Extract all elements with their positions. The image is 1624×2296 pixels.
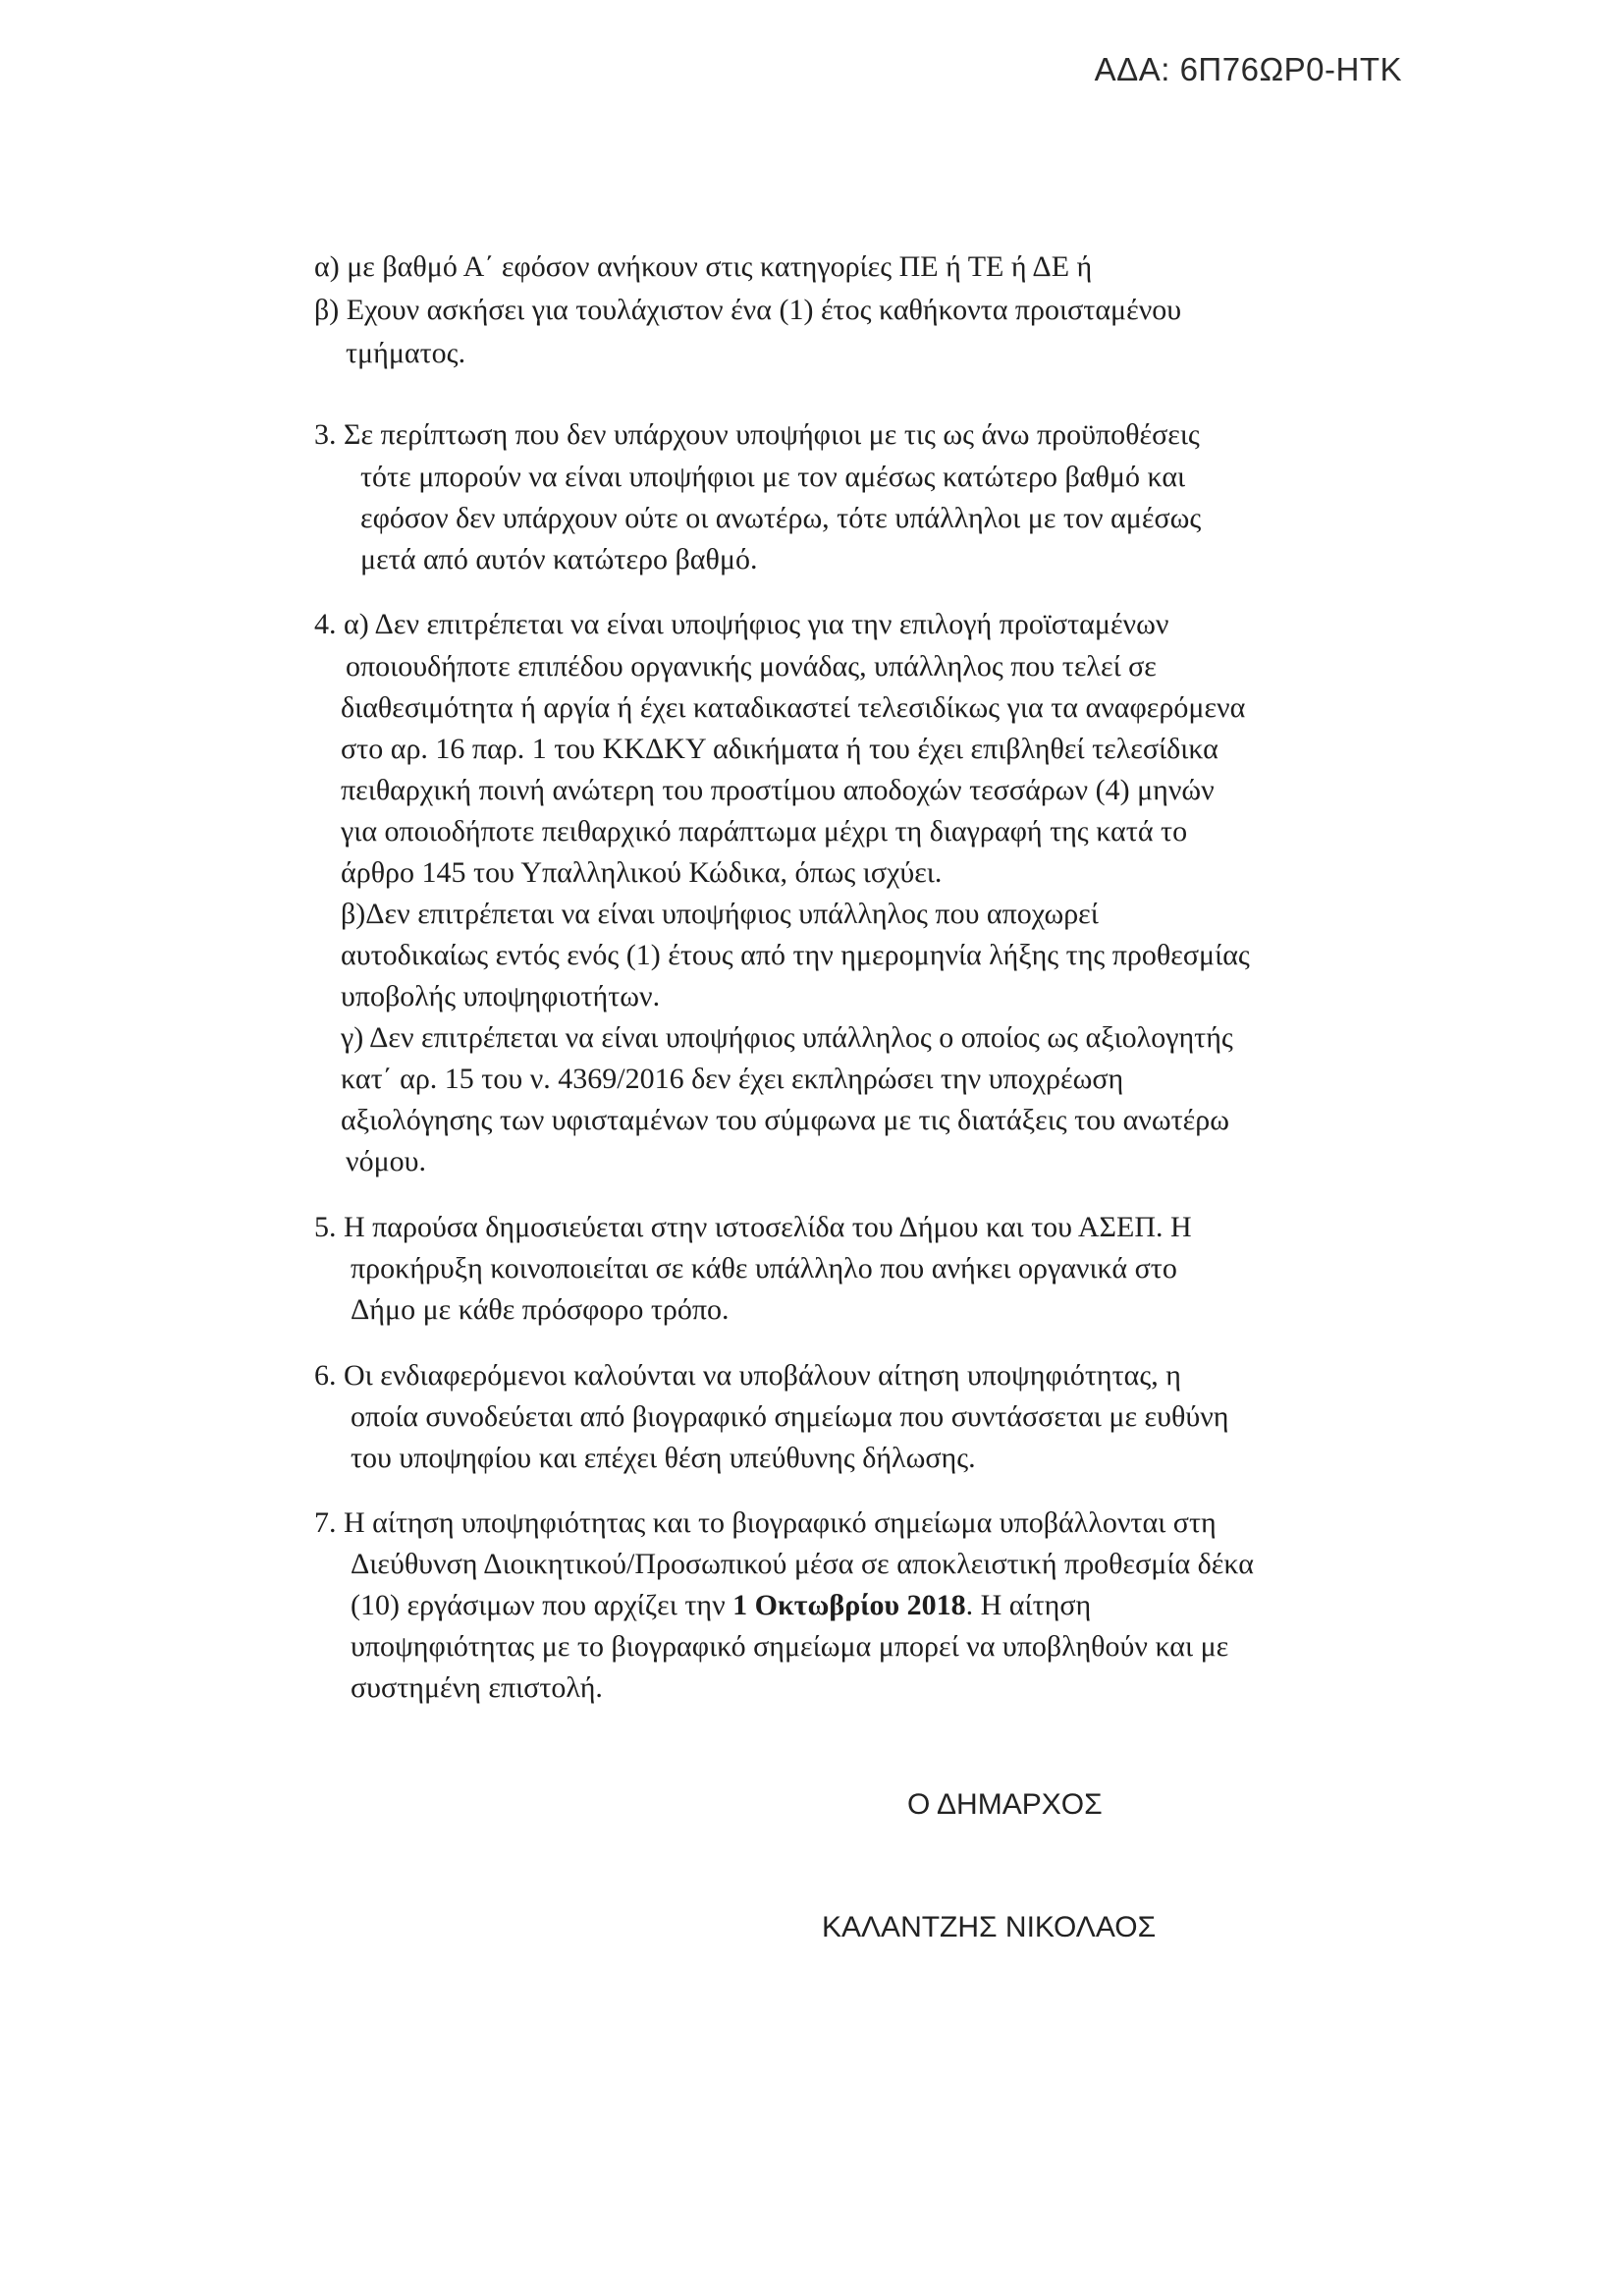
item3-line: εφόσον δεν υπάρχουν ούτε οι ανωτέρω, τότε υπάλληλοι με τον αμέσως (360, 502, 1202, 534)
item3-line: τότε μπορούν να είναι υποψήφιοι με τον αμέσως κατώτερο βαθμό και (360, 461, 1186, 493)
item4-line: υποβολής υποψηφιοτήτων. (341, 980, 661, 1012)
item4-line: αξιολόγησης των υφισταμένων του σύμφωνα με τις διατάξεις του ανωτέρω (341, 1104, 1229, 1136)
item7-line: υποψηφιότητας με το βιογραφικό σημείωμα μπορεί να υποβληθούν και με (351, 1630, 1229, 1663)
item3-line: μετά από αυτόν κατώτερο βαθμό. (360, 543, 758, 575)
item2-a: α) με βαθμό Α΄ εφόσον ανήκουν στις κατηγορίες ΠΕ ή ΤΕ ή ΔΕ ή (314, 250, 1093, 283)
item7-line: συστημένη επιστολή. (351, 1671, 603, 1704)
item7-deadline-post: . Η αίτηση (965, 1589, 1092, 1621)
item6-line: 6. Οι ενδιαφερόμενοι καλούνται να υποβάλουν αίτηση υποψηφιότητας, η (314, 1359, 1181, 1392)
item4-line: οποιουδήποτε επιπέδου οργανικής μονάδας, υπάλληλος που τελεί σε (346, 650, 1157, 683)
ada-number: ΑΔΑ: 6Π76ΩΡ0-ΗΤΚ (1094, 51, 1402, 87)
item4-line: πειθαρχική ποινή ανώτερη του προστίμου αποδοχών τεσσάρων (4) μηνών (341, 774, 1215, 806)
item5-line: 5. Η παρούσα δημοσιεύεται στην ιστοσελίδα του Δήμου και του ΑΣΕΠ. Η (314, 1211, 1192, 1243)
item7-deadline-pre: (10) εργάσιμων που αρχίζει την (351, 1589, 733, 1621)
item7-deadline-date: 1 Οκτωβρίου 2018 (732, 1589, 966, 1621)
item7-line: Διεύθυνση Διοικητικού/Προσωπικού μέσα σε αποκλειστική προθεσμία δέκα (351, 1548, 1254, 1580)
item4-line: γ) Δεν επιτρέπεται να είναι υποψήφιος υπάλληλος ο οποίος ως αξιολογητής (341, 1021, 1233, 1054)
item7-line: 7. Η αίτηση υποψηφιότητας και το βιογραφικό σημείωμα υποβάλλονται στη (314, 1506, 1217, 1539)
item6-line: οποία συνοδεύεται από βιογραφικό σημείωμα που συντάσσεται με ευθύνη (351, 1400, 1229, 1433)
signature-title: Ο ΔΗΜΑΡΧΟΣ (907, 1788, 1103, 1821)
item4-line: άρθρο 145 του Υπαλληλικού Κώδικα, όπως ισχύει. (341, 856, 943, 889)
item5-line: προκήρυξη κοινοποιείται σε κάθε υπάλληλο που ανήκει οργανικά στο (351, 1252, 1177, 1285)
item4-line: νόμου. (346, 1145, 427, 1177)
item4-line: β)Δεν επιτρέπεται να είναι υποψήφιος υπάλληλος που αποχωρεί (341, 898, 1099, 930)
item4-line: αυτοδικαίως εντός ενός (1) έτους από την ημερομηνία λήξης της προθεσμίας (341, 939, 1250, 971)
item2-b-line1: β) Εχουν ασκήσει για τουλάχιστον ένα (1) έτος καθήκοντα προισταμένου (314, 294, 1182, 326)
item5-line: Δήμο με κάθε πρόσφορο τρόπο. (351, 1293, 730, 1326)
item4-line: κατ΄ αρ. 15 του ν. 4369/2016 δεν έχει εκπληρώσει την υποχρέωση (341, 1063, 1124, 1095)
item4-line: στο αρ. 16 παρ. 1 του ΚΚΔΚΥ αδικήματα ή του έχει επιβληθεί τελεσίδικα (341, 733, 1218, 765)
item2-b-line2: τμήματος. (346, 337, 466, 369)
item4-line: για οποιοδήποτε πειθαρχικό παράπτωμα μέχρι τη διαγραφή της κατά το (341, 815, 1188, 847)
signature-name: ΚΑΛΑΝΤΖΗΣ ΝΙΚΟΛΑΟΣ (822, 1911, 1157, 1943)
item3-line: 3. Σε περίπτωση που δεν υπάρχουν υποψήφιοι με τις ως άνω προϋποθέσεις (314, 418, 1200, 451)
item6-line: του υποψηφίου και επέχει θέση υπεύθυνης δήλωσης. (351, 1442, 976, 1474)
item4-line: διαθεσιμότητα ή αργία ή έχει καταδικαστεί τελεσιδίκως για τα αναφερόμενα (341, 691, 1246, 724)
item7-line-deadline (351, 1586, 1091, 1625)
item4-line: 4. α) Δεν επιτρέπεται να είναι υποψήφιος για την επιλογή προϊσταμένων (314, 608, 1169, 640)
